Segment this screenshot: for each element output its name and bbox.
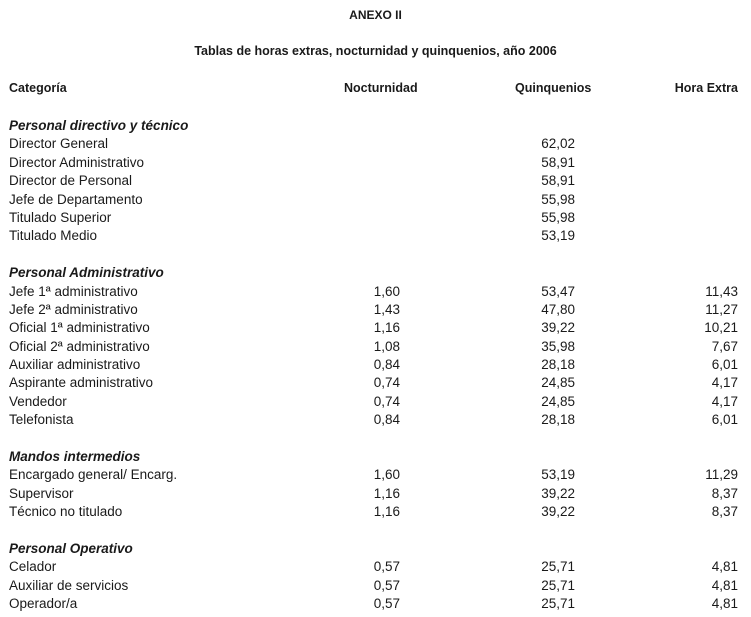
table-row: [0, 374, 751, 392]
table-row: [0, 227, 751, 245]
cell-categoria: Director General: [9, 136, 109, 152]
section-heading: Personal directivo y técnico: [9, 118, 189, 133]
cell-quinquenios: 53,47: [541, 283, 575, 299]
cell-quinquenios: 35,98: [541, 338, 575, 354]
cell-categoria: Aspirante administrativo: [9, 375, 154, 391]
section-spacer: [0, 430, 751, 448]
cell-hora-extra: 4,81: [711, 577, 738, 593]
table-row: [0, 154, 751, 172]
cell-categoria: Jefe 2ª administrativo: [9, 301, 138, 317]
cell-quinquenios: 28,18: [541, 412, 575, 428]
section-heading-row: [0, 264, 751, 282]
cell-quinquenios: 25,71: [541, 577, 575, 593]
cell-nocturnidad: 1,16: [373, 504, 400, 520]
cell-nocturnidad: 0,74: [373, 375, 400, 391]
cell-categoria: Técnico no titulado: [9, 504, 123, 520]
cell-categoria: Operador/a: [9, 596, 78, 612]
table-row: [0, 558, 751, 576]
table-row: [0, 577, 751, 595]
header-hora-extra: Hora Extra: [674, 81, 738, 95]
cell-quinquenios: 55,98: [541, 191, 575, 207]
cell-quinquenios: 47,80: [541, 301, 575, 317]
section-heading: Mandos intermedios: [9, 449, 141, 465]
cell-quinquenios: 25,71: [541, 596, 575, 612]
cell-quinquenios: 58,91: [541, 173, 575, 189]
table-row: [0, 319, 751, 337]
table-row: [0, 595, 751, 613]
table-row: [0, 411, 751, 429]
cell-categoria: Encargado general/ Encarg.: [9, 467, 178, 483]
rates-table: [0, 117, 751, 614]
cell-categoria: Auxiliar de servicios: [9, 577, 129, 593]
cell-nocturnidad: 1,08: [373, 338, 400, 354]
cell-quinquenios: 55,98: [541, 209, 575, 225]
table-row: [0, 356, 751, 374]
cell-hora-extra: 11,29: [705, 467, 738, 483]
cell-nocturnidad: 0,74: [373, 393, 400, 409]
section-heading-row: [0, 117, 751, 135]
cell-hora-extra: 11,43: [705, 283, 738, 299]
cell-quinquenios: 39,22: [541, 320, 575, 336]
cell-hora-extra: 8,37: [711, 485, 738, 501]
section-heading: Personal Operativo: [9, 540, 133, 556]
cell-hora-extra: 4,81: [711, 559, 738, 575]
cell-categoria: Oficial 2ª administrativo: [9, 338, 150, 354]
cell-nocturnidad: 0,57: [373, 559, 400, 575]
cell-nocturnidad: 1,16: [373, 485, 400, 501]
section-heading-row: [0, 540, 751, 558]
section-heading-row: [0, 448, 751, 466]
cell-quinquenios: 62,02: [541, 136, 575, 152]
cell-nocturnidad: 1,60: [373, 283, 400, 299]
cell-categoria: Vendedor: [9, 393, 67, 409]
cell-hora-extra: 7,67: [711, 338, 738, 354]
cell-hora-extra: 10,21: [704, 320, 738, 336]
cell-nocturnidad: 1,43: [373, 301, 400, 317]
cell-categoria: Titulado Medio: [9, 228, 98, 244]
cell-quinquenios: 25,71: [541, 559, 575, 575]
cell-hora-extra: 4,17: [711, 393, 738, 409]
cell-categoria: Director Administrativo: [9, 154, 145, 170]
cell-quinquenios: 24,85: [541, 375, 575, 391]
section-heading: Personal Administrativo: [9, 265, 164, 281]
cell-categoria: Director de Personal: [9, 173, 133, 189]
table-row: [0, 503, 751, 521]
cell-hora-extra: 6,01: [711, 412, 738, 428]
table-row: [0, 191, 751, 209]
table-row: [0, 172, 751, 190]
cell-categoria: Auxiliar administrativo: [9, 357, 141, 373]
cell-nocturnidad: 1,16: [373, 320, 400, 336]
table-row: [0, 466, 751, 484]
cell-categoria: Titulado Superior: [9, 209, 112, 225]
cell-hora-extra: 4,81: [711, 596, 738, 612]
cell-nocturnidad: 0,57: [373, 596, 400, 612]
cell-categoria: Jefe 1ª administrativo: [9, 283, 138, 299]
cell-hora-extra: 11,27: [705, 301, 738, 317]
header-quinquenios: Quinquenios: [515, 81, 592, 95]
cell-quinquenios: 39,22: [541, 504, 575, 520]
cell-categoria: Jefe de Departamento: [9, 191, 143, 207]
cell-categoria: Celador: [9, 559, 57, 575]
table-row: [0, 283, 751, 301]
cell-quinquenios: 39,22: [541, 485, 575, 501]
cell-quinquenios: 53,19: [541, 467, 575, 483]
cell-nocturnidad: 0,57: [373, 577, 400, 593]
cell-nocturnidad: 1,60: [373, 467, 400, 483]
table-row: [0, 301, 751, 319]
table-row: [0, 135, 751, 153]
table-subtitle: Tablas de horas extras, nocturnidad y quinquenios, año 2006: [194, 44, 557, 58]
cell-quinquenios: 58,91: [541, 154, 575, 170]
cell-nocturnidad: 0,84: [373, 412, 400, 428]
section-spacer: [0, 522, 751, 540]
document-title: ANEXO II: [349, 8, 402, 22]
header-categoria: Categoría: [9, 81, 67, 95]
cell-hora-extra: 8,37: [711, 504, 738, 520]
cell-quinquenios: 28,18: [541, 357, 575, 373]
cell-nocturnidad: 0,84: [373, 357, 400, 373]
cell-categoria: Oficial 1ª administrativo: [9, 320, 150, 336]
section-spacer: [0, 246, 751, 264]
table-row: [0, 485, 751, 503]
cell-hora-extra: 6,01: [711, 357, 738, 373]
table-row: [0, 393, 751, 411]
cell-categoria: Telefonista: [9, 412, 74, 428]
table-row: [0, 338, 751, 356]
cell-quinquenios: 53,19: [541, 228, 575, 244]
cell-quinquenios: 24,85: [541, 393, 575, 409]
cell-hora-extra: 4,17: [711, 375, 738, 391]
cell-categoria: Supervisor: [9, 485, 74, 501]
header-nocturnidad: Nocturnidad: [344, 81, 418, 95]
table-row: [0, 209, 751, 227]
